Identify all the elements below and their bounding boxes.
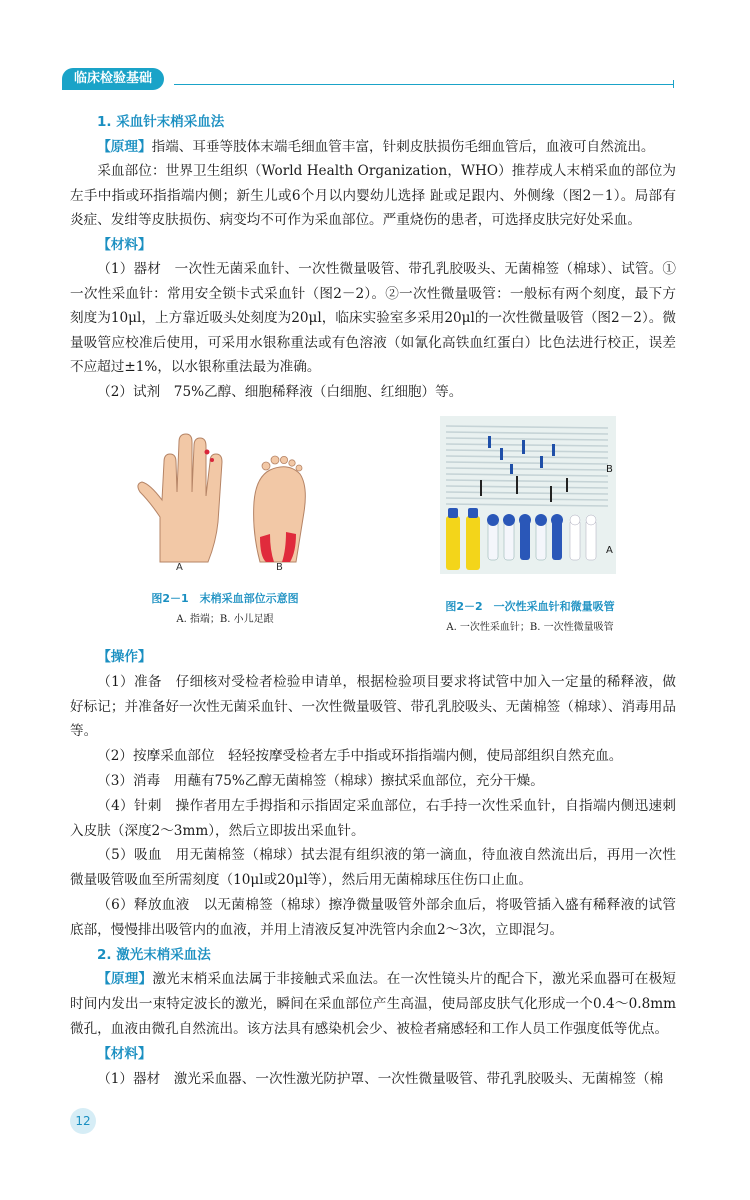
figure1-subcaption: A. 指端；B. 小儿足跟 (176, 614, 274, 625)
section2-principle (70, 967, 676, 1041)
operation-step: （4）针刺 操作者用左手拇指和示指固定采血部位，右手持一次性采血针，自指端内侧迅速刺入皮肤（深度2～3mm），然后立即拔出采血针。 (70, 797, 676, 839)
reagent-paragraph: （2）试剂 75%乙醇、细胞稀释液（白细胞、红细胞）等。 (97, 383, 463, 400)
section2-equipment: （1）器材 激光采血器、一次性激光防护罩、一次性微量吸管、带孔乳胶吸头、无菌棉签（棉 (97, 1070, 664, 1087)
section2-heading: 2. 激光末梢采血法 (97, 946, 211, 963)
operation-step: （3）消毒 用蘸有75%乙醇无菌棉签（棉球）擦拭采血部位，充分干燥。 (97, 772, 544, 789)
lancets-and-capillaries-photo (440, 416, 616, 574)
header-title: 临床检验基础 (62, 68, 164, 90)
principle-text: 指端、耳垂等肢体末端毛细血管丰富，针刺皮肤损伤毛细血管后，血液可自然流出。 (151, 138, 655, 155)
figure1-label-a: A (176, 562, 183, 573)
operation-step: （2）按摩采血部位 轻轻按摩受检者左手中指或环指指端内侧，使局部组织自然充血。 (97, 748, 623, 765)
section2-principle-tag: 【原理】 (97, 971, 153, 988)
section1-body (70, 110, 676, 404)
principle-paragraph (70, 135, 676, 160)
operation-step: （5）吸血 用无菌棉签（棉球）拭去混有组织液的第一滴血，待血液自然流出后，再用一次性微量吸管吸血至所需刻度（10μl或20μl等），然后用无菌棉球压住伤口止血。 (70, 847, 676, 889)
figure2-label-b: B (606, 464, 613, 475)
page-number: 12 (70, 1108, 96, 1134)
figure1-illustration (130, 422, 330, 567)
figures-row (70, 412, 676, 637)
section2-materials-tag: 【材料】 (97, 1045, 152, 1062)
figure1-caption: 图2－1 末梢采血部位示意图 (151, 592, 299, 605)
operation-and-section2-body (70, 645, 676, 1091)
figure1-label-b: B (276, 562, 283, 573)
operation-step: （6）释放血液 以无菌棉签（棉球）擦净微量吸管外部余血后，将吸管插入盛有稀释液的试管底部，慢慢排出吸管内的血液，并用上清液反复冲洗管内余血2～3次，立即混匀。 (70, 896, 676, 938)
operation-step: （1）准备 仔细核对受检者检验申请单，根据检验项目要求将试管中加入一定量的稀释液，做好标记；并准备好一次性无菌采血针、一次性微量吸管、带孔乳胶吸头、无菌棉签（棉球）、消毒用品等。 (70, 673, 676, 740)
section1-heading: 1. 采血针末梢采血法 (97, 114, 225, 130)
section2-principle-text: 激光末梢采血法属于非接触式采血法。在一次性镜头片的配合下，激光采血器可在极短时间内发出一束特定波长的激光，瞬间在采血部位产生高温，使局部皮肤气化形成一个0.4～0.8mm微孔，血液由微孔自然流出。该方法具有感染机会少、被检者痛感轻和工作人员工作强度低等优点。 (70, 971, 677, 1037)
equipment-paragraph: （1）器材 一次性无菌采血针、一次性微量吸管、带孔乳胶吸头、无菌棉签（棉球）、试管。①一次性采血针：常用安全锁卡式采血针（图2－2）。②一次性微量吸管：一般标有两个刻度，最下方刻度为10μl，上方靠近吸头处刻度为20μl，临床实验室多采用20μl的一次性微量吸管（图2－2）。微量吸管应校准后使用，可采用水银称重法或有色溶液（如氰化高铁血红蛋白）比色法进行校正，误差不应超过±1%，以水银称重法最为准确。 (70, 261, 676, 375)
principle-tag: 【原理】 (97, 138, 152, 155)
running-header (62, 68, 674, 94)
site-paragraph: 采血部位：世界卫生组织（World Health Organization，WHO）推荐成人末梢采血的部位为左手中指或环指指端内侧；新生儿或6个月以内婴幼儿选择 趾或足跟内、外侧缘（图2－1）。局部有炎症、发绀等皮肤损伤、病变均不可作为采血部位。严重烧伤的患者，可选择皮肤完好处采血。 (70, 163, 676, 228)
hand-and-foot-illustration (130, 422, 330, 567)
materials-tag: 【材料】 (97, 236, 152, 253)
header-rule (174, 84, 674, 85)
figure2-subcaption: A. 一次性采血针；B. 一次性微量吸管 (446, 622, 614, 633)
header-rule-tick (673, 80, 674, 88)
figure2-caption: 图2－2 一次性采血针和微量吸管 (445, 600, 615, 613)
operation-tag: 【操作】 (97, 649, 152, 665)
figure2-label-a: A (606, 545, 613, 556)
figure2-photo (440, 416, 616, 574)
